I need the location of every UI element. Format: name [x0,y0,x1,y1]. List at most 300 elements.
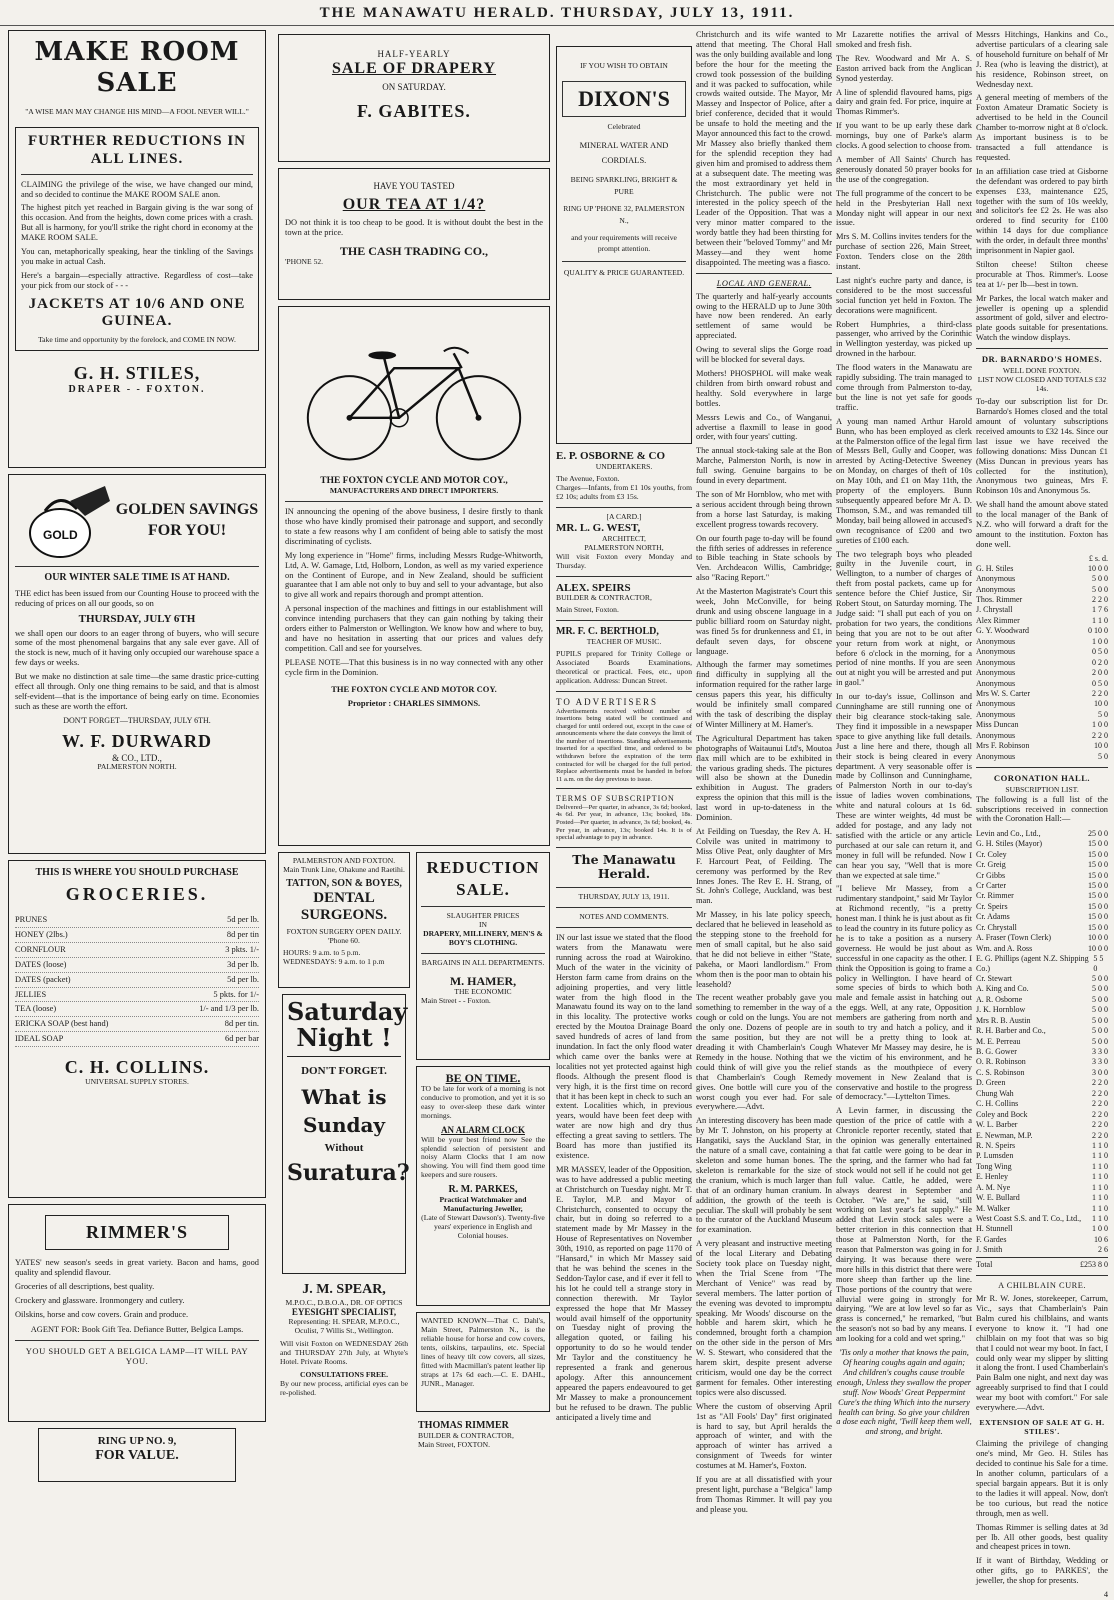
teacher-music: TEACHER OF MUSIC. [586,637,662,647]
masthead: THE MANAWATU HERALD. THURSDAY, JULY 13, 1911. [0,0,1114,26]
thomas-name: THOMAS RIMMER [418,1420,509,1431]
west-name: MR. L. G. WEST, [556,521,641,534]
news-para: On our fourth page to-day will be found the fifth series of addresses in reference to Bible teaching in State schools by Ven. Archdeacon Willis, Cambridge; also "Racing Report." [696,533,832,583]
donor-row-value: 1 0 0 [1092,636,1108,646]
gold-bag-illustration [15,481,115,561]
donor-row [976,699,1108,709]
news-para: The annual stock-taking sale at the Bon Marche, Palmerston North, is now in full swing. Genuine bargains to be found in every department. [696,446,832,486]
spear-sub: M.P.O.C., D.B.O.A., DR. OF OPTICS [285,1297,403,1307]
stiles-para: You can, metaphorically speaking, hear the tinkling of the Savings you make in actual Cash. [21,247,253,267]
donor-row-label: Anonymous [976,709,1016,719]
grocer-head: THIS IS WHERE YOU SHOULD PURCHASE [35,867,239,878]
subscriber-row [976,1151,1108,1161]
further-reductions-heading: FURTHER REDUCTIONS IN ALL LINES. [28,133,246,167]
donor-row [976,647,1108,657]
dental-ad [278,852,410,988]
subscriber-row-label: P. Lumsden [976,1151,1014,1161]
palm-north: PALMERSTON NORTH, [584,542,664,552]
col2-lower-left [278,852,410,1452]
grocery-item-label: DATES (packet) [15,974,71,984]
subscriber-row [976,1234,1108,1244]
subscriber-row-value: 2 2 0 [1092,1130,1108,1140]
subscriber-row-label: A. King and Co. [976,984,1029,994]
subscriber-row-value: 10 0 0 [1088,933,1108,943]
agent-for: AGENT FOR: Book Gift Tea. Defiance Butter, Belgica Lamps. [30,1324,244,1334]
gabites-name: F. GABITES. [357,101,471,122]
grocery-list [15,913,259,1047]
spear-rep: Representing: H. SPEAR, M.P.O.C., Oculist, 7 Willis St., Wellington. [288,1317,400,1336]
subscriber-row-value: 1 1 0 [1092,1161,1108,1171]
notes-heading: NOTES AND COMMENTS. [579,912,669,922]
news-para: At Feilding on Tuesday, the Rev A. H. Colvile was united in matrimony to Miss Olive Peat, only daughter of Mrs F. Harcourt Peat, of Feilding. The ceremony was performed by the Rev Innes Jones. The Rev E. H. Strang, of St. John's College, Auckland, was best man. [696,826,832,906]
news-para: Where the custom of observing April 1st as "All Fools' Day" first originated is hard to say, but April heralds the approach of winter, and with the approach of winter has arrived a consignment of Tweeds for winter costumes at M. Hamer's, Foxton. [696,1401,832,1471]
trunk-line: Main Trunk Line, Ohakune and Raetihi. [283,864,405,874]
donor-row-label: Anonymous [976,584,1016,594]
news-para: Christchurch and its wife wanted to attend that meeting. The Choral Hall was the only building available and long before the hour for the meeting the crowd took possession of the building and it was packed to suffocation, while crowds waited outside. The Mayor, Mr Massey and Inspector of Police, after a brief conference, decided that it would be unsafe to hold the meeting and the Mayor announced this fact to the crowd. Mr Massey also briefly thanked them for the splendid reception they had given him and promised to address them at a subsequent date. The meeting was the most extraordinary yet held in Christchurch. The public were not interested in the policy speech of the Leader of the Opposition. That was a very minor matter compared to the wordy battle they had been thirsting for between their "beloved Tommy" and Mr Massey—and they went home disappointed. The meeting was a fiasco. [696,30,832,267]
cycle-sig: THE FOXTON CYCLE AND MOTOR COY. [331,683,497,694]
card: [A CARD.] [606,511,642,521]
mineral-water: MINERAL WATER AND CORDIALS. [579,139,669,166]
subscriber-row [976,1015,1108,1025]
subscriber-row [976,1245,1108,1255]
subscriber-row-label: H. Stunnell [976,1224,1013,1234]
donor-row-label: Anonymous [976,678,1016,688]
advertisers-heading: TO ADVERTISERS [556,696,659,707]
donor-row-value: 2 0 0 [1092,668,1108,678]
subscriber-row-label: Cr. Coley [976,849,1007,859]
subscriber-row-value: 5 0 0 [1092,973,1108,983]
subscriber-row-label: G. H. Stiles (Mayor) [976,839,1042,849]
groceries-heading: GROCERIES. [65,883,209,904]
donor-row [976,678,1108,688]
notes-para: MR MASSEY, leader of the Opposition, was to have addressed a public meeting at Christchurch on Tuesday night. Mr T. E. Taylor, M.P. and Mayor of Christchurch, consented to occupy the chair, but in doing so referred to a statement made by Mr Massey in the House of Representatives on November 30th, 1910, as reported on page 1170 of "Hansard," in which Mr Massey said that he was behind the scenes in the Seddon-Taylor case, and if ever it fell to his lot he could tell a strange story in connection therewith. Mr Taylor expressed the hope that Mr Massey would avail himself of the opportunity on Tuesday night of proving the allegation quoted, or failing his opportunity to do so he would tender Mr Taylor and the constituency he represented a frank and generous apology. After this announcement appeared the papers endeavoured to get Mr Massey to make a pronouncement but he refused to be drawn. The public anticipated a lively time and [556,1164,692,1422]
subscriber-row [976,1109,1108,1119]
thomas-st: Main Street, FOXTON. [418,1439,490,1449]
west-visit: Will visit Foxton every Monday and Thursday. [556,551,692,570]
subscriber-row-label: D. Green [976,1078,1006,1088]
grocery-item-value: 5d per lb. [227,974,259,984]
subscriber-row-value: 5 0 0 [1092,984,1108,994]
hamer-name: M. HAMER, [449,973,517,988]
tea-para: DO not think it is too cheap to be good. It is without doubt the best in the town at the price. [285,218,543,238]
wise-man-quote: "A WISE MAN MAY CHANGE HIS MIND—A FOOL NEVER WILL." [25,107,249,117]
donor-row-label: Anonymous [976,730,1016,740]
alarm-clock: AN ALARM CLOCK [440,1124,525,1135]
barnardo-heading: DR. BARNARDO'S HOMES. [981,354,1103,365]
subscriber-row [976,1182,1108,1192]
well-done: WELL DONE FOXTON. [1002,366,1082,376]
for-value: FOR VALUE. [95,1447,179,1463]
sale-of-drapery: SALE OF DRAPERY [331,59,497,77]
donor-row [976,741,1108,751]
subscriber-row [976,1099,1108,1109]
news-para: The Rev. Woodward and Mr A. S. Easton arrived back from the Anglican Synod yesterday. [836,53,972,83]
grocery-item-label: HONEY (2lbs.) [15,929,68,939]
subscriber-row-label: Cr Carter [976,881,1006,891]
subscriber-row-label: A. R. Osborne [976,994,1023,1004]
subscriber-row-label: J. K. Hornblow [976,1005,1026,1015]
news-para: To-day our subscription list for Dr. Barnardo's Homes closed and the total amount of voluntary subscriptions received amounts to £32 14s. Since our last issue we have received the following donations: Miss Duncan £1 (Miss Duncan in previous years has collected for the institution), Anonymous two guineas, Mrs F. Robinson 10s and Anonymous 5s. [976,397,1108,496]
subscriber-row-value: 1 1 0 [1092,1172,1108,1182]
news-para: Mr Massey, in his late policy speech, declared that he believed in leasehold as the stepping stone to the freehold for men of small capital, but he also said that he did not believe in either "State, pakeha, or Maori landlordism." From whom then is the poor man to obtain his leasehold? [696,910,832,989]
news-para: We shall hand the amount above stated to the local manager of the Bank of N.Z. who will forward a draft for the amount to the institution. Foxton has done well. [976,500,1108,549]
grocery-item-value: 3d per lb. [227,959,259,969]
spear-visit: Will visit Foxton on WEDNESDAY 26th and THURSDAY 27th July, at Whyte's Hotel. Private Rooms. [280,1338,408,1366]
subscriber-row-value: 5 5 0 [1093,954,1104,973]
donor-row [976,730,1108,740]
slaughter-prices: SLAUGHTER PRICES [446,911,520,921]
donor-row-label: Miss Duncan [976,720,1019,730]
rimmers-para: YATES' new season's seeds in great variety. Bacon and hams, good quality and splendid flavour. [15,1258,259,1278]
tasted-line: HAVE YOU TASTED [373,181,455,191]
subscriber-row-label: J. Smith [976,1245,1003,1255]
subscriber-row [976,1203,1108,1213]
donor-row [976,668,1108,678]
coronation-heading: CORONATION HALL. [993,772,1091,783]
sparkling: BEING SPARKLING, BRIGHT & PURE [570,175,678,196]
subscriber-row [976,1047,1108,1057]
hamer-st: Main Street - - Foxton. [421,996,491,1006]
grocery-item-value: 5 pkts. for 1/- [213,989,259,999]
ring-up-box [38,1428,236,1482]
subscriber-row-value: 1 1 0 [1092,1203,1108,1213]
news-para: Mr Lazarette notifies the arrival of smoked and fresh fish. [836,30,972,49]
peppermint-poem: 'Tis only a mother that knows the pain, Of hearing coughs again and again; And children's coughs cause trouble enough, Unless they swallow the proper stuff. Now Woods' Great Peppermint Cure's the thing Which into the nursery health can bring. So give your children a dose each night, 'Twill keep them well, and strong, and bright. [836,1348,972,1437]
spear-ad [278,1280,410,1404]
list-closed: LIST NOW CLOSED AND TOTALS £32 14s. [977,375,1107,394]
subscriber-row-value: 15 0 0 [1088,860,1108,870]
grocery-item-value: 8d per tin. [224,1019,259,1029]
column-5 [836,30,972,1550]
news-para: Mrs S. M. Collins invites tenders for the purchase of section 226, Main Street, Foxton. Tenders close on the 28th instant. [836,232,972,272]
grocery-item [15,1017,259,1032]
subscriber-row [976,828,1108,838]
donor-row-label: Mrs W. S. Carter [976,688,1030,698]
hamer-ad [416,852,550,1060]
speirs-name: ALEX. SPEIRS [556,581,631,594]
grocery-item-value: 3 pkts. 1/- [225,944,259,954]
subscriber-row-value: 5 0 0 [1092,1026,1108,1036]
news-para: Thomas Rimmer is selling dates at 3d per lb. All other goods, best quality and cheapest prices in town. [976,1522,1108,1552]
grocery-item-value: 8d per tin [226,929,259,939]
subscriber-row-value: 2 6 [1098,1245,1108,1255]
grocery-item-label: IDEAL SOAP [15,1034,64,1044]
subscriber-row [976,1005,1108,1015]
subscriber-row-value: 1 1 0 [1092,1214,1108,1224]
be-on-time: BE ON TIME. [445,1071,521,1085]
stiles-sub: DRAPER - - FOXTON. [68,384,206,396]
rimmers-para: Oilskins, horse and cow covers. Grain and produce. [15,1309,189,1319]
news-para: Although the farmer may sometimes find difficulty in supplying all the information required for the rather large census papers this year, his difficulty would be infinitely small compared with the task of describing the display of Winter Millinery at M. Hamer's. [696,660,832,729]
donor-row-value: 5 0 0 [1092,574,1108,584]
donor-row-label: Mrs F. Robinson [976,741,1030,751]
donor-row-value: 5 0 [1098,751,1108,761]
subscriber-row-label: C. H. Collins [976,1099,1019,1109]
subscriber-row-label: Cr. Rimmer [976,891,1014,901]
donor-row-value: 5 0 0 [1092,584,1108,594]
subscriber-row [976,1193,1108,1203]
subscriber-row-value: 5 0 0 [1092,1036,1108,1046]
subscriber-row [976,1140,1108,1150]
chilblain-heading: A CHILBLAIN CURE. [998,1281,1086,1291]
donor-row-label: Alex Rimmer [976,615,1020,625]
subscriber-row [976,860,1108,870]
subscriber-row-label: E. Newman, M.P. [976,1130,1033,1140]
gabites-ad [278,34,550,162]
durward-para: But we make no distinction at sale time—the same drastic price-cutting effect all through. Only one thing remains to be said, and that is almost self-evident—that is the importance of being early on time. Economies such as these are worth the effort. [15,672,259,711]
donor-row-value: 2 2 0 [1092,730,1108,740]
news-para: An interesting discovery has been made by Mr T. Johnston, on his property at Hangatiki, says the Auckland Star, in the nature of a small cave, containing a skeleton and some human bones. The skeleton is remarkable for the size of the cranium, which is much larger than that of an ordinary human cranium. In addition, the growth of the teeth is peculiar. The skull will probably be sent to the curator of the Auckland Museum for examination. [696,1116,832,1235]
subscriber-row [976,849,1108,859]
rimmers-para: Crockery and glassware. Ironmongery and cutlery. [15,1295,185,1305]
donor-row-value: 0 5 0 [1092,678,1108,688]
subscriber-row-label: C. S. Robinson [976,1067,1025,1077]
subscriber-row-label: Cr. Speirs [976,901,1008,911]
subscriber-row [976,1172,1108,1182]
donor-row [976,605,1108,615]
subscriber-row [976,994,1108,1004]
ontime-para: Will be your best friend now See the splendid selection of persistent and noisy Alarm Clocks that I am now showing. You will find them good time keepers and sure rousers. [421,1134,545,1180]
herald-date: THURSDAY, JULY 13, 1911. [578,892,670,902]
subscriber-row-value: 25 0 0 [1088,828,1108,838]
column-2 [278,30,550,1550]
stiles-para: Here's a bargain—especially attractive. Regardless of cost—take your pick from our stock of - - - [21,270,253,290]
bargains-all: BARGAINS IN ALL DEPARTMENTS. [421,958,545,967]
dont-forget: DON'T FORGET—THURSDAY, JULY 6TH. [63,715,211,725]
donor-row-label: Anonymous [976,574,1016,584]
donor-row-value: 1 7 6 [1092,605,1108,615]
news-para: The Agricultural Department has taken photographs of Waitaunui Ltd's, Moutoa flax mill which are to be exhibited in the various grading sheds. The pictures will also be shown at the Dunedin exhibition in August. The graders express the opinion that this mill is the last word in up-to-dateness in the Dominion. [696,733,832,823]
news-para: A very pleasant and instructive meeting of the local Literary and Debating Society took place on Tuesday night, when the Trial Scene from "The Merchant of Venice" was read by several members. The latter portion of the evening was devoted to impromptu speaking. Mr Woods' discourse on the hobble and harem skirt, which he condemned, brought forth a champion on the other side in the person of Mrs W. S. Stewart, who considered that the harem skirt, despite present adverse criticism, would one day be the correct garment for females. Other interesting topics were also discussed. [696,1239,832,1397]
celebrated: Celebrated [607,121,641,131]
dixons-ad [556,46,692,444]
osborne-name: E. P. OSBORNE & CO [556,450,666,462]
news-para: The flood waters in the Manawatu are rapidly subsiding. The train managed to come through from Palmerston to-day, but the line is not yet safe for goods traffic. [836,363,972,412]
subscriber-row-label: Coley and Bock [976,1109,1028,1119]
column-3 [556,30,692,1550]
grocery-item-value: 6d per bar [225,1034,259,1044]
donor-row-value: 0 2 0 [1092,657,1108,667]
collins-sub: UNIVERSAL SUPPLY STORES. [85,1077,189,1087]
wanted-known: WANTED KNOWN—That C. Dahl's, Main Street, Palmerston N., is the reliable house for horse and cow covers, tents, oilskins, tarpaulins, etc. Special lines of heavy tilt cow covers, all sizes, fitted with Macmillan's patent leather lip straps at 17s 6d each.—C. E. DAHL, JUNR., Manager. [421,1316,545,1388]
news-para: "I believe Mr Massey, from a rudimentary standpoint," said Mr Taylor at Richmond recently, "is a pretty honest man. I think he is just about as fit to lead the country in its future policy as he is to take a position as a nursery governess. He would be just about as successful in one capacity as the other. I think the Opposition is going to frame a policy in Wellington. I have heard of some species of birds to which both male and female assist in hatching out the eggs. Well, at any rate, Opposition members are gathering from north and south to try and hatch a policy, and it will be a pretty thing to look at. Whatever Mr Massey may desire, he is the victim of his environment, and he stands as the mouthpiece of every movement in New Zealand that is conservative and hostile to the progress of democracy."—Lyttelton Times. [836,884,972,1102]
subscriber-row [976,984,1108,994]
subscriber-row-value: 2 2 0 [1092,1099,1108,1109]
cycle-para: IN announcing the opening of the above business, I desire firstly to thank those who have kindly promised their patronage and support, and secondly to state a few reasons why I am confident of being able to satisfy the most discriminating of cyclists. [285,507,543,546]
news-para: If it want of Birthday, Wedding or other gifts, go to PARKES', the jeweller, the shop for presents. [976,1556,1108,1586]
grocery-item-value: 5d per lb. [227,915,259,925]
durward-para: we shall open our doors to an eager throng of buyers, who will secure some of the most phenomenal bargains that any sale ever gave. All of the stock is new, much of it having only occupied our warehouse space a few days or weeks. [15,628,259,668]
cycle-para: My long experience in "Home" firms, including Messrs Rudge-Whitworth, Ltd, A. W. Gamage, Ltd, Holborn, London, as well as my varied experience on the Continent of Europe, and in New Zealand, should be sufficient guarantee that I am able not only to buy and sell to your advantage, but also to give all work and repairs thorough and prompt attention. [285,550,543,600]
column-1 [8,30,266,1550]
subscriber-row-value: 5 0 0 [1092,1015,1108,1025]
dental-wed: WEDNESDAYS: 9 a.m. to 1 p.m [283,956,385,966]
make-room-sale-banner: MAKE ROOM SALE [34,37,240,98]
subscriber-row-label: E. G. Phillips (agent N.Z. Shipping Co.) [976,954,1089,973]
on-saturday: ON SATURDAY. [382,82,446,93]
subscriber-row-label: O. R. Robinson [976,1057,1026,1067]
winter-sale-heading: OUR WINTER SALE TIME IS AT HAND. [44,572,230,583]
subscriber-row-value: 15 0 0 [1088,839,1108,849]
cycle-name: THE FOXTON CYCLE AND MOTOR COY., [320,475,508,486]
news-para: Messrs Lewis and Co., of Wanganui, advertise a flaxmill to lease in good order, with four years' cutting. [696,412,832,442]
subscriber-row-value: 1 1 0 [1092,1140,1108,1150]
subscriber-row-label: Cr Gibbs [976,870,1006,880]
news-para: The recent weather probably gave you something to remember in the way of a cough or cold on the lungs. You are not the only one. Dozens of people are in the same position, but they are not dreading it with Chamberlain's Cough Remedy in the house. Nothing that we could think of will give you the relief that Chamberlain's Cough Remedy gives. One bottle will cure you of the worst cough you ever had. For sale everywhere.—Advt. [696,993,832,1112]
dental-phone: 'Phone 60. [328,936,360,946]
subscriber-row [976,1067,1108,1077]
parkes-sub: Practical Watchmaker and Manufacturing Jeweller, [439,1195,527,1214]
quality-guaranteed: QUALITY & PRICE GUARANTEED. [563,267,685,277]
subscriber-row-value: 2 2 0 [1092,1078,1108,1088]
tatton-name: TATTON, SON & BOYES, [286,877,402,889]
durward-name: W. F. DURWARD [61,731,213,752]
subscriber-row [976,1130,1108,1140]
subscriber-row-label: Levin and Co., Ltd., [976,828,1041,838]
cash-phone: 'PHONE 52. [285,257,324,267]
donor-row-value: 10 0 0 [1088,563,1108,573]
grocery-item [15,988,259,1003]
news-para: In an affiliation case tried at Gisborne the defendant was ordered to pay birth expenses £33, maintenance £25, together with the sum of 10s weekly, and solicitor's fee £2 2s. He was also ordered to find security for £100 within 14 days for due compliance with the order, in default three months' imprisonment in Napier gaol. [976,166,1108,256]
subscriber-row-label: Mrs R. B. Austin [976,1015,1031,1025]
subscriber-row [976,1214,1108,1224]
donor-row-value: 2 2 0 [1092,688,1108,698]
jackets-offer: JACKETS AT 10/6 AND ONE GUINEA. [28,295,246,330]
subscriber-row [976,1026,1108,1036]
donor-row-label: Thos. Rimmer [976,595,1023,605]
donor-row [976,720,1108,730]
subscriber-row-value: 15 0 0 [1088,901,1108,911]
donor-row [976,709,1108,719]
subscriber-row-value: 2 2 0 [1092,1120,1108,1130]
donor-row-value: 2 2 0 [1092,595,1108,605]
donor-row-label: G. Y. Woodward [976,626,1029,636]
suratura-ad [282,994,410,1274]
in-word: IN [478,920,487,930]
subscriber-row [976,901,1108,911]
subscriber-row [976,870,1108,880]
golden-savings: GOLDEN SAVINGS FOR YOU! [115,501,259,539]
subscriber-row-value: 15 0 0 [1088,891,1108,901]
total-row [976,1257,1108,1270]
subscriber-row-label: Tong Wing [976,1161,1012,1171]
grocery-item [15,928,259,943]
subscriber-row-value: 1 1 0 [1092,1151,1108,1161]
spear-new: By our new process, artificial eyes can be re-polished. [280,1378,408,1397]
dixons-name: DIXON'S [562,81,686,117]
subscriber-row [976,1088,1108,1098]
dixons-phone: RING UP 'PHONE 32, PALMERSTON N., [563,204,685,225]
cash-trading-name: THE CASH TRADING CO., [339,244,489,259]
speirs-sub: BUILDER & CONTRACTOR, [556,593,652,603]
subscriber-row [976,881,1108,891]
come-in-now: Take time and opportunity by the forelock, and COME IN NOW. [38,335,236,345]
subscriber-row [976,1120,1108,1130]
subscriber-row-label: Cr. Greig [976,860,1006,870]
subscriber-row-value: 15 0 0 [1088,881,1108,891]
page-number: 4 [1103,1590,1108,1600]
news-para: Mr Parkes, the local watch maker and jeweller is opening up a splendid assortment of gold, silver and electro-plate goods suitable for presentations. Watch the window displays. [976,293,1108,343]
news-para: The quarterly and half-yearly accounts owing to the HERALD up to June 30th have now been rendered. An early settlement of same would be appreciated. [696,291,832,341]
subscriber-row-label: A. M. Nye [976,1182,1011,1192]
news-para: A Levin farmer, in discussing the question of the price of cattle with a Chronicle reporter recently, stated that the opinion was generally entertained that fat cattle were going to be dear in the spring, and the farmer who had fat stock would not sell if he could not get full value. Cattle, he added, were always dearest in September and October. "We are," he said, "still working on last year's fat supply." He added that Levin stock sales were a better criterion in this connection that those at Palmerston North, for the reason that Palmerston was going in for dairying. It was because there were more hills in this district that there were more sheep than farther up the line. Those portions of the country that were alluvial were going in strongly for dairying. "We are at low level so far as grass is concerned," he remarked, "but the season's not so bad by any means. I am looking for a cold and wet spring." [836,1106,972,1344]
sunday: Sunday [302,1112,386,1137]
donor-row-value: 1 1 0 [1092,615,1108,625]
subscriber-row-label: W. E. Bullard [976,1193,1020,1203]
donor-row-value: 10 0 [1094,741,1108,751]
donor-row-value: 0 5 0 [1092,647,1108,657]
parkes-late: (Late of Stewart Dawson's). Twenty-five years' experience in English and Colonial houses. [421,1213,545,1240]
spear-name: J. M. SPEAR, [302,1282,386,1297]
donor-row-label: Anonymous [976,657,1016,667]
cash-trading-ad [278,168,550,300]
foxton-cycle-ad [278,306,550,846]
eyesight-specialist: EYESIGHT SPECIALIST, [291,1307,397,1318]
collins-name: C. H. COLLINS. [64,1057,210,1078]
belgica-line: YOU SHOULD GET A BELGICA LAMP—IT WILL PAY YOU. [25,1345,249,1366]
news-para: The full programme of the concert to be held in the Presbyterian Hall next Monday night will appear in our next issue. [836,188,972,228]
grocery-item-label: CORNFLOUR [15,944,66,954]
donor-row-label: Anonymous [976,699,1016,709]
what-is: What is [301,1084,387,1109]
donor-row [976,751,1108,761]
subscriber-row-label: M. E. Perreau [976,1036,1021,1046]
ring-up: RING UP NO. 9, [97,1435,177,1447]
news-para: A member of All Saints' Church has generously donated 50 prayer books for the use of the congregation. [836,154,972,184]
collins-ad [8,860,266,1198]
durward-loc: PALMERSTON NORTH. [97,762,177,772]
subscriber-row-label: Wm. and A. Ross [976,943,1033,953]
local-general: LOCAL AND GENERAL. [716,278,812,288]
subscriber-row-label: R. H. Barber and Co., [976,1026,1046,1036]
adv-text: Advertisements received without number of insertions being stated will be continued and charged for until ordered out, except in the case of announcements where the date conveys the limit of the number of insertions. Standing advertisements inserted for a specified time, and ordered to be withdrawn before the expiration of the term contracted for will be charged for the full period. Replace advertisements must be handed in before 11 a.m. on the day previous to issue. [556,707,692,783]
stiles-para: CLAIMING the privilege of the wise, we have changed our mind, and so decided to continue the MAKE ROOM SALE anon. [21,179,253,199]
tea-price: OUR TEA AT 1/4? [342,195,486,213]
dont-forget-2: DON'T FORGET. [301,1064,387,1077]
sub-text: Delivered—Per quarter, in advance, 3s 6d; booked, 4s 6d. Per year, in advance, 13s; booked, 18s. Posted—Per quarter, in advance, 3s 6d; booked, 4s. Per year, in advance, 13s; booked 14s. It is of special advantage to pay in advance. [556,803,692,842]
suratura: Suratura? [287,1159,410,1186]
subscriber-row-value: 2 2 0 [1092,1109,1108,1119]
news-para: Mothers! PHOSPHOL will make weak children from birth onward robust and healthy. Sold everywhere in large bottles. [696,369,832,408]
subscriber-row-label: Chung Wah [976,1088,1014,1098]
subscriber-row [976,912,1108,922]
cycle-mfrs: MANUFACTURERS AND DIRECT IMPORTERS. [329,486,499,496]
news-para: Last night's euchre party and dance, is considered to be the most successful social function yet held in Foxton. The decorations were magnificent. [836,275,972,315]
grocery-item [15,913,259,928]
economic: THE ECONOMIC [454,987,512,997]
durward-ad [8,474,266,854]
durward-para: THE edict has been issued from our Counting House to proceed with the reducing of prices on all our goods, so on [15,588,259,608]
drapery-lines: DRAPERY, MILLINERY, MEN'S & BOY'S CLOTHING. [423,929,543,948]
grocery-item [15,1032,259,1047]
subscriber-row [976,1057,1108,1067]
donor-row [976,595,1108,605]
news-para: Robert Humphries, a third-class passenger, who arrived by the Corinthic in Wellington yesterday, was picked up drowned in the harbour. [836,319,972,359]
donor-row-value: 1 0 0 [1092,720,1108,730]
subscriber-row-label: Cr. Chrystall [976,922,1017,932]
subscriber-row-label: A. Fraser (Town Clerk) [976,933,1051,943]
subscriber-row-value: 1 1 0 [1092,1182,1108,1192]
dahl-ad [416,1312,550,1412]
dental-hours: HOURS: 9 a.m. to 5 p.m. [283,947,361,957]
news-para: The following is a full list of the subscriptions received in connection with the Coronation Hall:— [976,794,1108,824]
news-para: Owing to several slips the Gorge road will be blocked for several days. [696,345,832,365]
news-para: The son of Mr Hornblow, who met with a serious accident through being thrown from a horse last Saturday, is making excellent progress towards recovery. [696,489,832,529]
subscriber-row [976,891,1108,901]
subscriber-row-label: F. Gardes [976,1234,1007,1244]
thursday-date: THURSDAY, JULY 6TH [78,612,196,625]
donor-row [976,584,1108,594]
